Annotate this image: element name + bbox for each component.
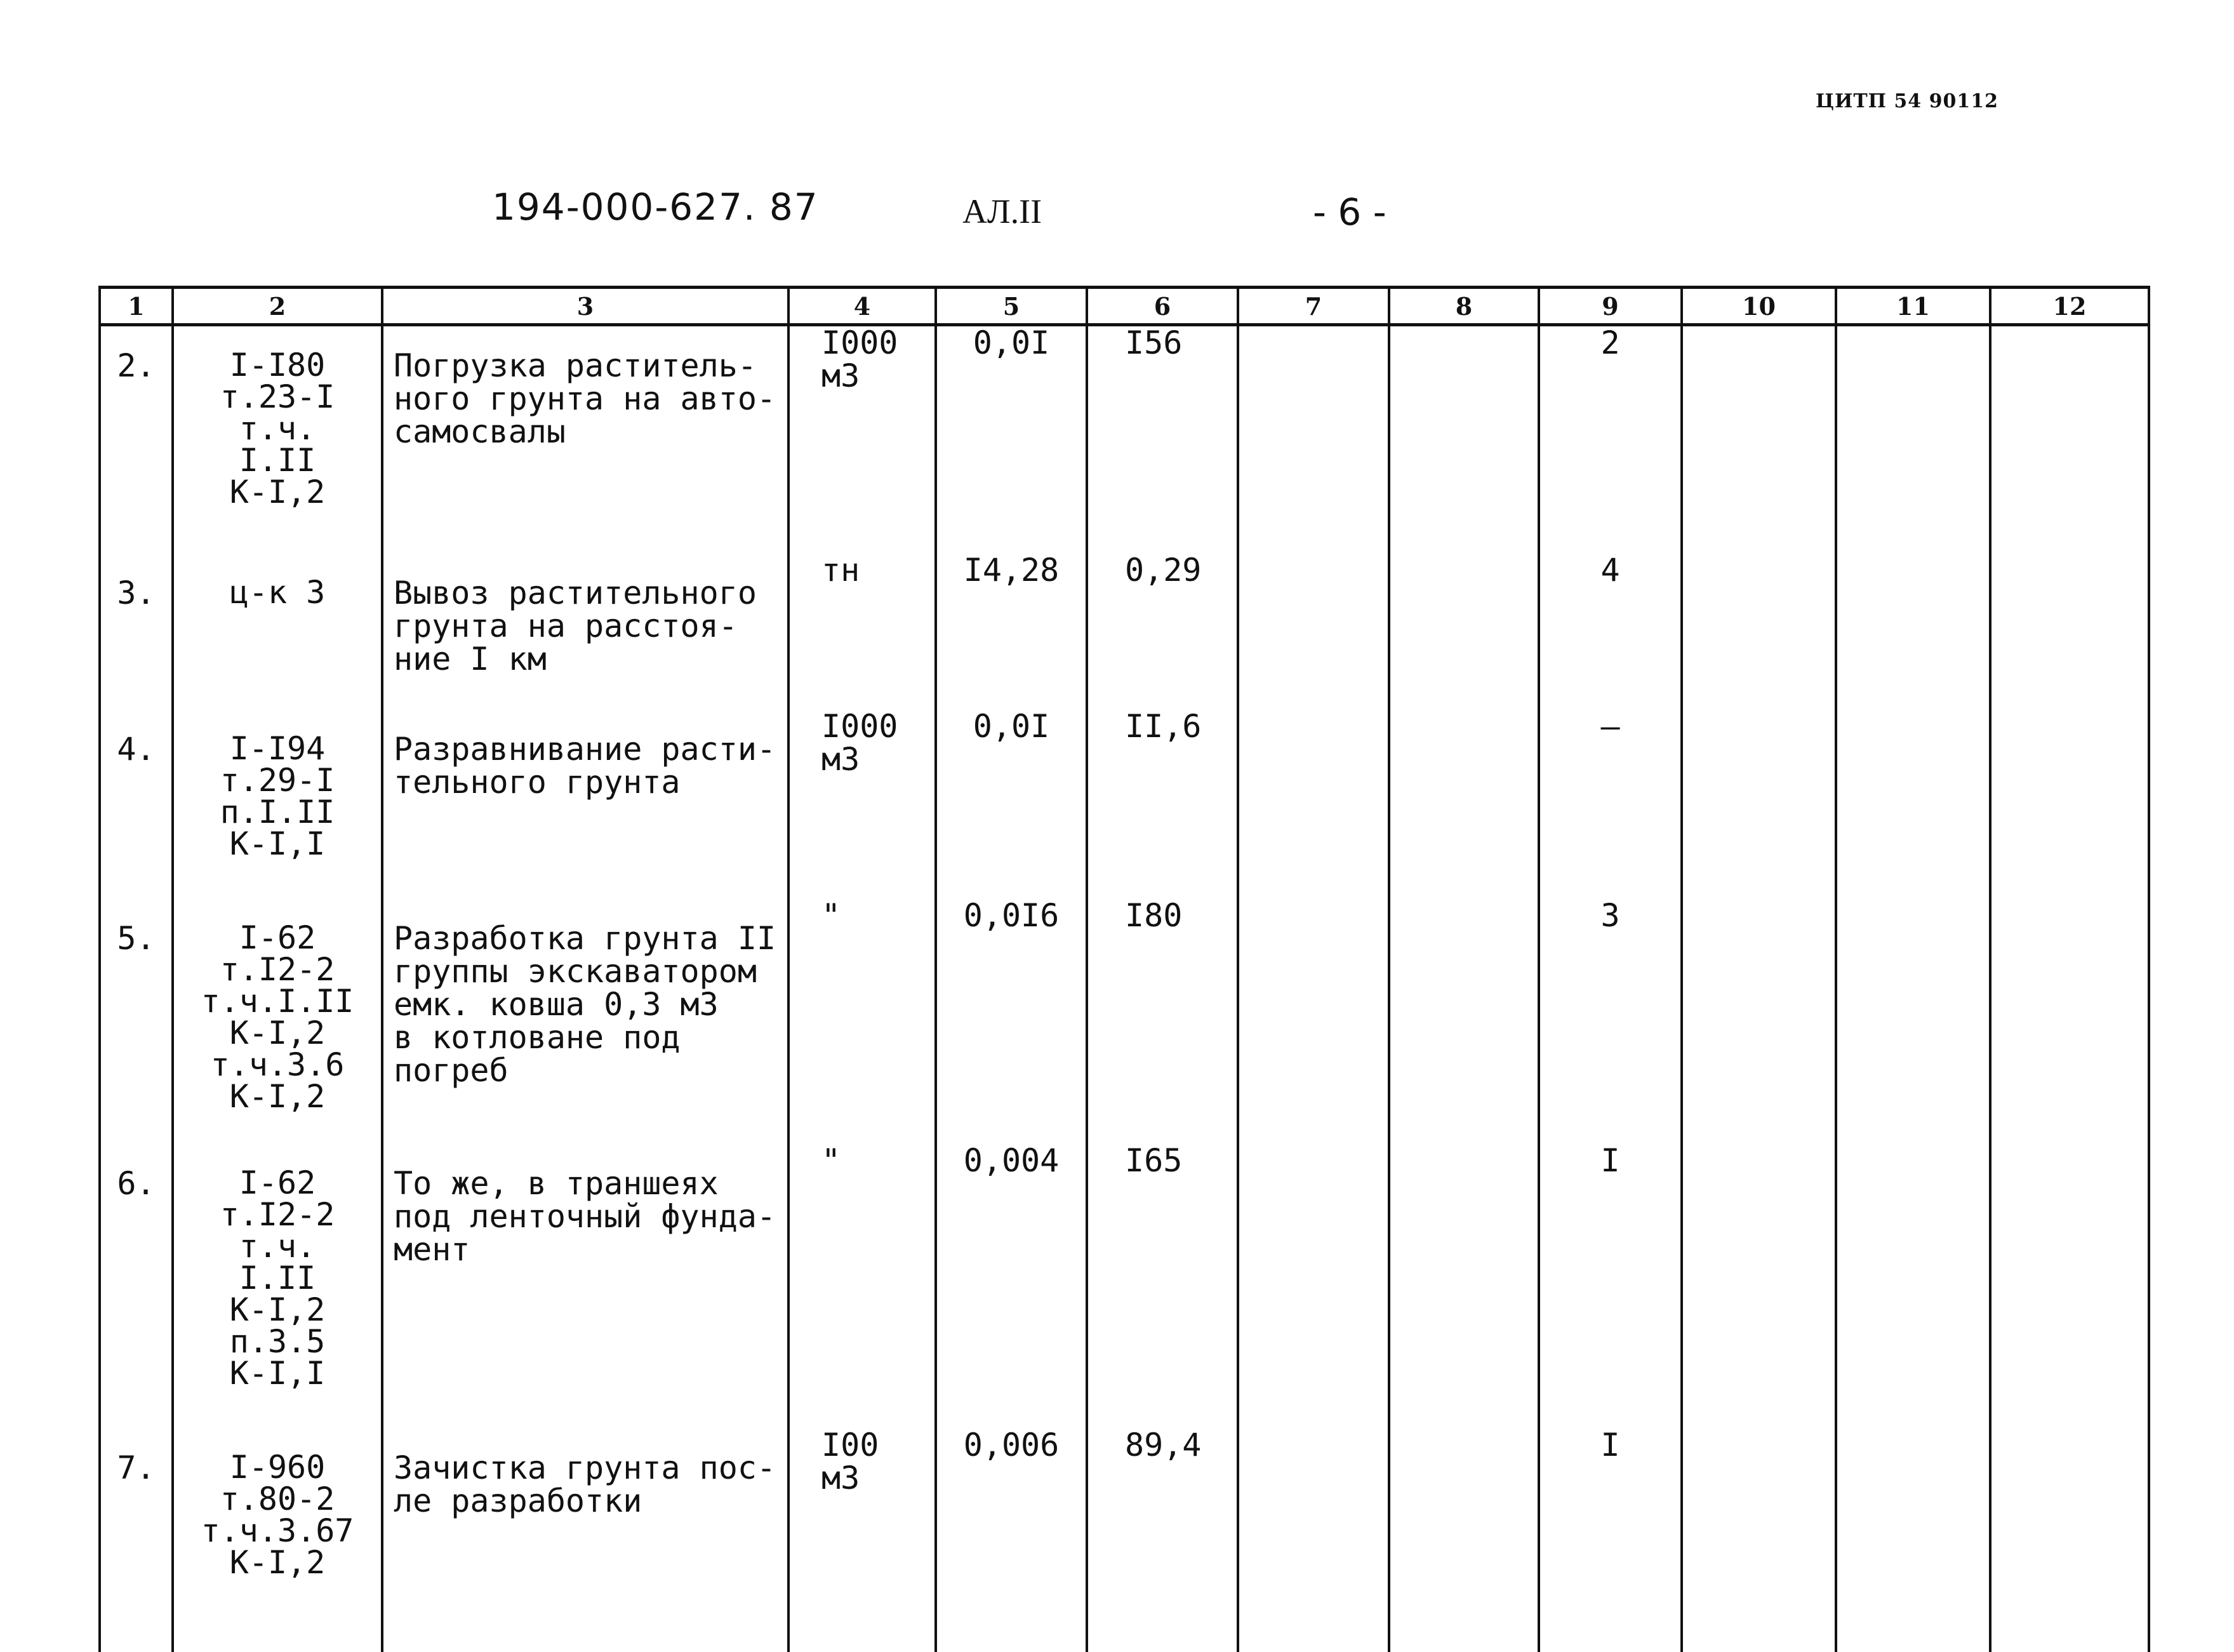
unit-cell [788,1144,936,1429]
unit-line: I00 [821,1427,879,1463]
unit-cell [788,899,936,1144]
empty-cell [1990,325,2149,554]
description-line: в котловане под [394,1019,681,1056]
quantity-cell: 0,0I [936,710,1087,899]
norm-code-line: ц-к 3 [229,574,326,611]
norm-code [173,710,382,899]
estimate-table [98,286,2150,1652]
work-description [382,325,788,554]
unit-line: м3 [821,357,860,394]
empty-cell [1682,554,1836,710]
description-line: ние I км [394,641,547,677]
work-description [382,710,788,899]
empty-cell [1238,1144,1389,1429]
column-header: 8 [1389,288,1539,325]
norm-code-line: К-I,2 [229,1291,326,1328]
norm-code-line: К-I,2 [229,1544,326,1581]
empty-cell [1389,710,1539,899]
description-line: ного грунта на авто- [394,380,776,417]
norm-code-line: т.80-2 [220,1481,335,1517]
column-9-cell: – [1539,710,1682,899]
norm-code [173,899,382,1144]
norm-code [173,1144,382,1429]
norm-code-line: К-I,2 [229,1078,326,1115]
norm-code-line: т.ч.I.II [201,983,354,1020]
empty-cell [1682,1429,1836,1652]
album-label: АЛ.II [962,192,1042,230]
norm-code-line: т.I2-2 [220,1196,335,1233]
column-header: 3 [382,288,788,325]
empty-cell [1990,1144,2149,1429]
description-line: Разравнивание расти- [394,731,776,768]
unit-line: I000 [821,708,898,745]
unit-line: тн [821,552,860,589]
empty-cell [1990,554,2149,710]
column-header: 5 [936,288,1087,325]
empty-cell [1389,1429,1539,1652]
column-header: 12 [1990,288,2149,325]
norm-code-line: т.29-I [220,762,335,799]
column-header: 10 [1682,288,1836,325]
work-description [382,899,788,1144]
description-line: емк. ковша 0,3 м3 [394,986,719,1023]
norm-code-line: п.3.5 [229,1323,326,1360]
quantity-cell: 0,004 [936,1144,1087,1429]
norm-code-line: т.I2-2 [220,951,335,988]
column-header: 11 [1836,288,1990,325]
empty-cell [1238,554,1389,710]
norm-code [173,1429,382,1652]
quantity-cell: 0,0I6 [936,899,1087,1144]
column-header: 1 [100,288,173,325]
column-9-cell: 4 [1539,554,1682,710]
description-line: Разработка грунта II [394,920,776,957]
norm-code-line: К-I,I [229,1355,326,1392]
column-header: 6 [1087,288,1238,325]
unit-cell [788,710,936,899]
empty-cell [1990,899,2149,1144]
value-cell: I80 [1087,899,1238,1144]
empty-cell [1990,710,2149,899]
norm-code-line: I-62 [239,919,316,956]
empty-cell [1238,899,1389,1144]
unit-line: м3 [821,741,860,778]
row-number: 4. [100,710,173,899]
row-number: 6. [100,1144,173,1429]
norm-code-line: I.II [239,442,316,479]
empty-cell [1682,325,1836,554]
row-number: 7. [100,1429,173,1652]
description-line: группы экскаватором [394,953,757,990]
column-header: 4 [788,288,936,325]
empty-cell [1682,710,1836,899]
table-row [100,325,2149,554]
norm-code-line: К-I,2 [229,474,326,510]
table-row [100,899,2149,1144]
empty-cell [1682,1144,1836,1429]
description-line: Вывоз растительного [394,575,757,611]
description-line: погреб [394,1052,509,1089]
empty-cell [1389,554,1539,710]
column-9-cell: 3 [1539,899,1682,1144]
empty-cell [1238,325,1389,554]
page-number: - 6 - [1313,190,1386,234]
unit-cell [788,325,936,554]
description-line: тельного грунта [394,764,681,801]
norm-code-line: К-I,I [229,825,326,862]
document-number: 194-000-627. 87 [492,185,819,229]
column-9-cell: 2 [1539,325,1682,554]
empty-cell [1389,325,1539,554]
empty-cell [1836,710,1990,899]
archive-stamp: ЦИТП 54 90112 [1816,90,1998,112]
norm-code-line: т.ч. [239,1228,316,1265]
column-9-cell: I [1539,1429,1682,1652]
unit-cell [788,1429,936,1652]
empty-cell [1836,1144,1990,1429]
unit-line: " [821,1142,841,1179]
norm-code-line: К-I,2 [229,1015,326,1051]
norm-code-line: т.23-I [220,378,335,415]
column-number-row [100,288,2149,325]
value-cell: I56 [1087,325,1238,554]
table-row [100,1429,2149,1652]
work-description [382,554,788,710]
norm-code-line: I-I94 [229,730,326,767]
column-header: 7 [1238,288,1389,325]
work-description [382,1429,788,1652]
norm-code-line: I.II [239,1260,316,1296]
quantity-cell: 0,0I [936,325,1087,554]
value-cell: I65 [1087,1144,1238,1429]
empty-cell [1990,1429,2149,1652]
description-line: под ленточный фунда- [394,1198,776,1235]
empty-cell [1389,899,1539,1144]
unit-line: I000 [821,324,898,361]
empty-cell [1682,899,1836,1144]
description-line: грунта на расстоя- [394,608,738,644]
norm-code-line: I-62 [239,1164,316,1201]
empty-cell [1836,899,1990,1144]
empty-cell [1836,554,1990,710]
value-cell: II,6 [1087,710,1238,899]
table-row [100,554,2149,710]
norm-code-line: п.I.II [220,794,335,830]
value-cell: 0,29 [1087,554,1238,710]
table-row [100,1144,2149,1429]
empty-cell [1836,325,1990,554]
unit-line: " [821,897,841,934]
description-line: Погрузка раститель- [394,347,757,384]
norm-code-line: т.ч.3.6 [210,1046,345,1083]
unit-line: м3 [821,1460,860,1496]
row-number: 5. [100,899,173,1144]
empty-cell [1836,1429,1990,1652]
norm-code [173,325,382,554]
description-line: мент [394,1231,470,1268]
row-number: 3. [100,554,173,710]
row-number: 2. [100,325,173,554]
empty-cell [1389,1144,1539,1429]
norm-code-line: т.ч.3.67 [201,1512,354,1549]
table-row [100,710,2149,899]
norm-code-line: I-960 [229,1449,326,1486]
norm-code [173,554,382,710]
column-header: 2 [173,288,382,325]
column-9-cell: I [1539,1144,1682,1429]
empty-cell [1238,1429,1389,1652]
description-line: ле разработки [394,1482,642,1519]
norm-code-line: I-I80 [229,347,326,383]
empty-cell [1238,710,1389,899]
value-cell: 89,4 [1087,1429,1238,1652]
description-line: самосвалы [394,413,566,450]
quantity-cell: 0,006 [936,1429,1087,1652]
description-line: То же, в траншеях [394,1165,719,1202]
quantity-cell: I4,28 [936,554,1087,710]
work-description [382,1144,788,1429]
unit-cell [788,554,936,710]
description-line: Зачистка грунта пос- [394,1449,776,1486]
norm-code-line: т.ч. [239,410,316,447]
column-header: 9 [1539,288,1682,325]
